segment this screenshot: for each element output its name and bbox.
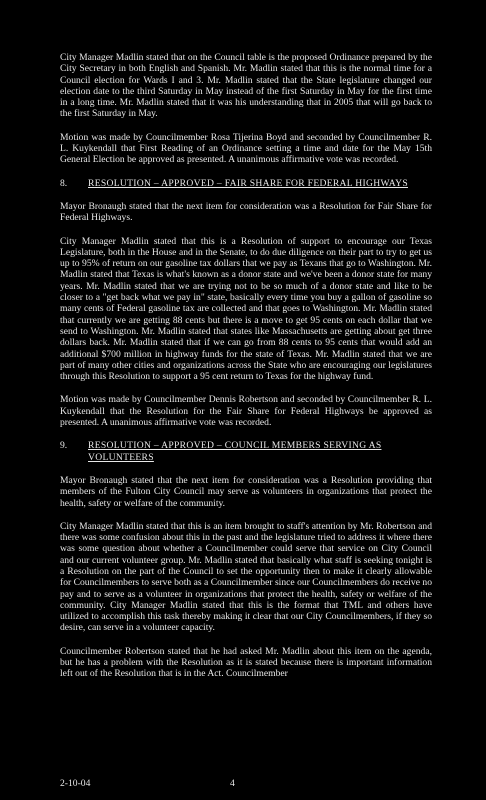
section-number: 8. (60, 177, 68, 189)
paragraph-volunteer-discussion: City Manager Madlin stated that this is an item brought to staff's attention by Mr. Robertson and there was some confusion about this in the past and the legislature tried to address it where there was some question about whether a Councilmember could serve that service on City Council and our current volunteer group. Mr. Madlin stated that basically what staff is seeking tonight is a Resolution on the part of the Council to set the opportunity then to make it clearly allowable for Councilmembers to serve both as a Councilmember since our Councilmembers do receive no pay and to serve as a volunteer in organizations that protect the health, safety or welfare of the community. City Manager Madlin stated that this is the format that TML and others have utilized to accomplish this task thereby making it clear that our City Councilmembers, if they so desire, can serve in a volunteer capacity. (60, 520, 432, 634)
section-number: 9. (60, 440, 68, 452)
section-heading-9 (60, 440, 432, 463)
paragraph-robertson-comment: Councilmember Robertson stated that he had asked Mr. Madlin about this item on the agenda, but he has a problem with the Resolution as it is stated because there is important information left out of the Resolution that is in the Act. Councilmember (60, 645, 432, 680)
section-title: RESOLUTION – APPROVED – COUNCIL MEMBERS SERVING AS VOLUNTEERS (88, 440, 382, 463)
paragraph-volunteer-intro: Mayor Bronaugh stated that the next item for consideration was a Resolution providing that members of the Fulton City Council may serve as volunteers in organizations that protect the health, safety or welfare of the community. (60, 474, 432, 509)
paragraph-election-ordinance: City Manager Madlin stated that on the Council table is the proposed Ordinance prepared by the City Secretary in both English and Spanish. Mr. Madlin stated that this is the normal time for a Council election for Wards I and 3. Mr. Madlin stated that the State legislature changed our election date to the third Saturday in May instead of the first Saturday in May for the first time in a long time. Mr. Madlin stated that it was his understanding that in 2005 that will go back to the first Saturday in May. (60, 52, 432, 120)
section-heading-8 (60, 178, 432, 189)
paragraph-highway-discussion: City Manager Madlin stated that this is a Resolution of support to encourage our Texas Legislature, both in the House and in the Senate, to do due diligence on their part to try to get us up to 95% of return on our gasoline tax dollars that we pay as Texans that go to Washington. Mr. Madlin stated that Texas is what's known as a donor state and we've been a donor state for many years. Mr. Madlin stated that we are trying not to be so much of a donor state and like to be closer to a "get back what we pay in" state, basically every time you buy a gallon of gasoline so many cents of Federal gasoline tax are collected and that goes to Washington. Mr. Madlin stated that currently we are getting 88 cents but there is a move to get 95 cents on each dollar that we send to Washington. Mr. Madlin stated that states like Massachusetts are getting about get three dollars back. Mr. Madlin stated that if we can go from 88 cents to 95 cents that would add an additional $700 million in highway funds for the state of Texas. Mr. Madlin stated that we are part of many other cities and organizations across the State who are encouraging our legislatures through this Resolution to support a 95 cent return to Texas for the highway fund. (60, 235, 432, 383)
paragraph-highway-intro: Mayor Bronaugh stated that the next item for consideration was a Resolution for Fair Share for Federal Highways. (60, 200, 432, 224)
paragraph-highway-motion: Motion was made by Councilmember Dennis Robertson and seconded by Councilmember R. L. Kuykendall that the Resolution for the Fair Share for Federal Highways be approved as presented. A unanimous affirmative vote was recorded. (60, 394, 432, 429)
paragraph-election-motion: Motion was made by Councilmember Rosa Tijerina Boyd and seconded by Councilmember R. L. Kuykendall that First Reading of an Ordinance setting a time and date for the May 15th General Election be approved as presented. A unanimous affirmative vote was recorded. (60, 131, 432, 166)
footer-date: 2-10-04 (60, 778, 91, 789)
page-number: 4 (230, 778, 235, 789)
section-title: RESOLUTION – APPROVED – FAIR SHARE FOR FEDERAL HIGHWAYS (88, 177, 408, 189)
document-body (60, 52, 432, 692)
